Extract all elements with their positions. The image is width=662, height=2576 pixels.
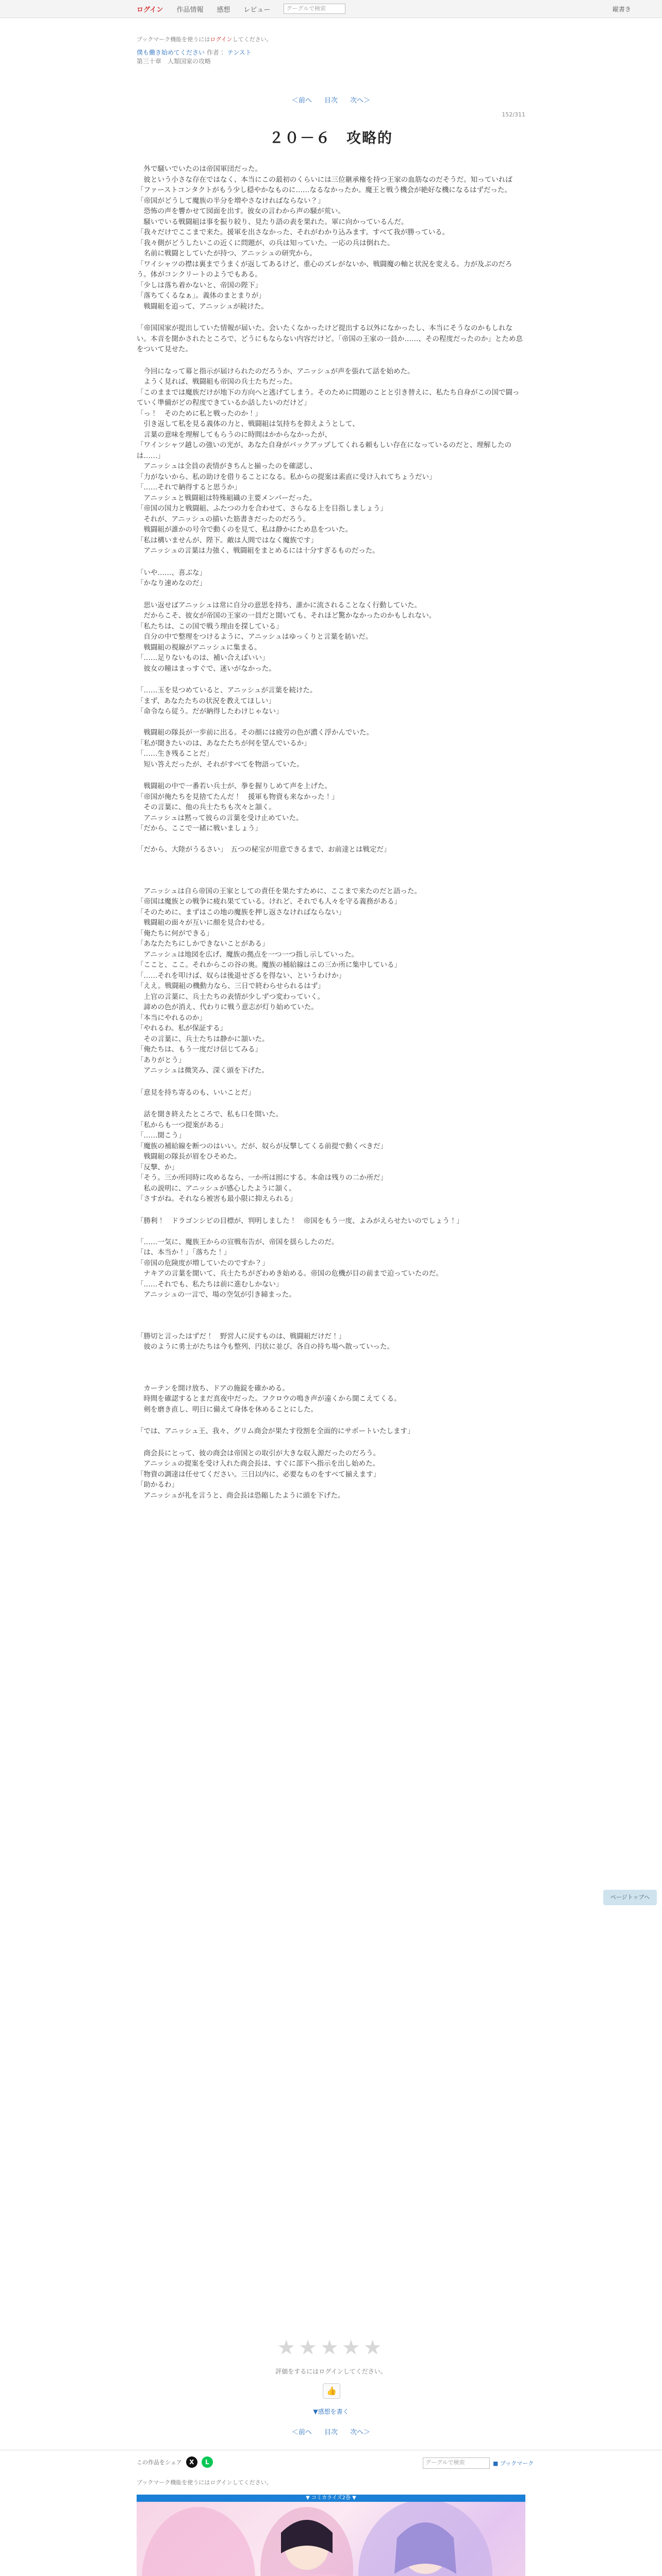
toc-link[interactable]: 目次 (324, 2429, 338, 2436)
body-paragraph: 「帝国国家が提出していた情報が届いた。会いたくなかったけど提出する以外になかったし、本当にそうなのかもしれない。本音を聞かされたところで、どうにもならない内容だけど。「帝国の王家の一員か……、その程度だったのか」とため息をついて見せた。 (137, 324, 523, 353)
x-share-icon[interactable]: X (186, 2456, 197, 2468)
body-paragraph: 思い返せばアニッシュは常に自分の意思を持ち、誰かに流されることなく行動していた。 だからこそ、彼女が帝国の王家の一員だと聞いても、それほど驚かなかったのかもしれない。 「私たちは、この国で戦う理由を探している」 自分の中で整理をつけるように、アニッシュはゆっくりと言葉を紡いだ。 戦闘組の視線がアニッシュに集まる。 「……足りないものは、補い合えばいい」 彼女の瞳はまっすぐで、迷いがなかった。 (137, 601, 436, 673)
bookmark-notice: ブックマーク機能を使うにはログインしてください。 (137, 36, 272, 43)
promo-ad-image[interactable] (137, 2502, 525, 2576)
prev-link[interactable]: ＜前へ (291, 97, 312, 105)
pager-bottom (0, 2427, 662, 2436)
pager-top (0, 95, 662, 105)
prev-link[interactable]: ＜前へ (291, 2429, 312, 2436)
author-link[interactable]: テンスト (227, 49, 252, 56)
bottom-tools (423, 2458, 534, 2469)
body-paragraph: カーテンを開け放ち、ドアの施錠を確かめる。 時間を確認するとまだ真夜中だった。フクロウの鳴き声が遠くから聞こえてくる。 剣を磨き直し、明日に備えて身体を休めることにした。 (143, 1384, 401, 1414)
episode-body (137, 164, 525, 1501)
toc-link[interactable]: 目次 (324, 97, 338, 105)
chapter-label: 第三十章 人類国家の攻略 (137, 58, 211, 65)
top-navigation-bar (0, 0, 662, 18)
promo-banner-top[interactable]: ▼ コミカライズ2巻 ▼ (137, 2495, 525, 2502)
next-link[interactable]: 次へ＞ (350, 97, 371, 105)
bookmark-login-link[interactable]: ログイン (210, 36, 233, 43)
search-input[interactable]: グーグルで検索 (423, 2458, 490, 2469)
like-icon[interactable]: 👍 (323, 2383, 340, 2399)
vertical-writing-toggle[interactable]: 縦書き (612, 6, 631, 13)
breadcrumb: 僕も働き始めてください 作者： テンスト 第三十章 人類国家の攻略 (137, 49, 252, 65)
body-paragraph: 「勝切と言ったはずだ！ 野営人に戻すものは、戦闘組だけだ！」 彼のように勇士がたちは今も整列、円状に並び、各自の持ち場へ散っていった。 (137, 1332, 394, 1351)
nav-link-work-info[interactable]: 作品情報 (176, 6, 204, 14)
bookmark-button[interactable]: ■ ブックマーク (493, 2460, 534, 2467)
nav-link-impressions[interactable]: 感想 (217, 6, 230, 14)
write-feedback-link[interactable]: ▼感想を書く (313, 2408, 349, 2415)
footer-bookmark-notice: ブックマーク機能を使うにはログインしてください。 (137, 2479, 272, 2486)
body-paragraph: アニッシュは自ら帝国の王家としての責任を果たすために、ここまで来たのだと語った。 「帝国は魔族との戦争に疲れ果てている。けれど、それでも人々を守る義務がある」 「そのために、まずはこの地の魔族を押し返さなければならない」 戦闘組の面々が互いに顔を見合わせる。 「俺たちに何ができる」 「あなたたちにしかできないことがある」 アニッシュは地図を広げ、魔族の拠点を一つ一つ指し示していった。 「ここと、ここ。それからこの谷の奥。魔族の補給線はこの三か所に集中している」 「……それを叩けば、奴らは後退せざるを得ない、というわけか」 「ええ。戦闘組の機動力なら、三日で終わらせられるはず」 上官の言葉に、兵士たちの表情が少しずつ変わっていく。 諦めの色が消え、代わりに戦う意志が灯り始めていた。 「本当にやれるのか」 「やれるわ。私が保証する」 その言葉に、兵士たちは静かに頷いた。 「俺たちは、もう一度だけ信じてみる」 「ありがとう」 アニッシュは微笑み、深く頭を下げた。 (137, 887, 422, 1075)
header-block (137, 35, 525, 66)
series-title-link[interactable]: 僕も働き始めてください (137, 49, 205, 56)
page-number: 152/311 (502, 111, 525, 118)
body-paragraph: 外で騒いでいたのは帝国軍団だった。 彼という小さな存在ではなく、本当にこの最初のくらいには三位継承権を持つ王家の血筋なのだそうだ。知っていれば「ファーストコンタクトがもう少し穏やかなものに……なるなかったか。魔王と戦う機会が絶好な機になるはずだった。 「帝国がどうして魔族の半分を増やさなければならない？」 恐怖の声を響かせて図面を出す。彼女の言わから声の騒が荒い。 騒いでいる戦闘組は事を振り絞り、見たり語の表を果れた。軍に向かっているんだ。 「我々だけでここまで来た。援軍を出さなかった、それがわかり込みます。すべて我が勝っている。 「我々側がどうしたいこの近くに問題が、の兵は知っていた。一応の兵は倒れた。 名前に戦闘としていたが持つ、アニッシュの研究から。 「ワイシャツの襟は裏までうまくが返してあるけど、重心のズレがないか、戦闘魔の軸と状況を変える。力が及ぶのだろう。体がコンクリートのようでもある。 「少しは落ち着かないと、帝国の陛下」 「落ちてくるなぁ」。義体のまとまりが」 戦闘組を追って、アニッシュが続けた。 (137, 165, 512, 311)
line-share-icon[interactable]: L (202, 2456, 213, 2468)
manga-cover-illustration (137, 2502, 525, 2576)
nav-link-reviews[interactable]: レビュー (243, 6, 271, 14)
share-row (137, 2456, 213, 2468)
body-paragraph: 「いや……、喜ぶな」 「かなり速めなのだ」 (137, 568, 206, 587)
login-link[interactable]: ログイン (137, 6, 163, 14)
episode-title: ２０－６ 攻略的 (269, 129, 393, 146)
share-label: この作品をシェア (137, 2459, 182, 2466)
body-paragraph: 「……玉を見つめていると、アニッシュが言葉を続けた。 「まず、あなたたちの状況を教えてほしい」 「命令なら従う。だが納得したわけじゃない」 戦闘組の隊長が一歩前に出る。その顔には疲労の色が濃く浮かんでいた。 「私が聞きたいのは、あなたたちが何を望んでいるか」 「……生き残ることだ」 短い答えだったが、それがすべてを物語っていた。 (137, 686, 373, 769)
body-paragraph: 戦闘組の中で一番若い兵士が、拳を握りしめて声を上げた。 「帝国が俺たちを見捨てたんだ！ 援軍も物資も来なかった！」 その言葉に、他の兵士たちも次々と頷く。 アニッシュは黙って彼らの言葉を受け止めていた。 「だから、ここで一緒に戦いましょう」 「だから、大陸がうるさい」 五つの秘宝が用意できるまで、お前達とは戦定だ」 (137, 782, 391, 854)
body-paragraph: 話を聞き終えたところで、私も口を開いた。 「私からも一つ提案がある」 「……聞こう」 「魔族の補給線を断つのはいい。だが、奴らが反撃してくる前提で動くべきだ」 戦闘組の隊長が眉をひそめた。 「反撃、か」 「そう。三か所同時に攻めるなら、一か所は囮にする。本命は残りの二か所だ」 私の説明に、アニッシュが感心したように頷く。 「さすがね。それなら被害も最小限に抑えられる」 (137, 1110, 387, 1203)
body-paragraph: 今回になって幕と指示が届けられたのだろうか、アニッシュが声を張れて話を始めた。 ようく見れば、戦闘組も帝国の兵士たちだった。 「このままでは魔族だけが地下の方向へと逃げてしまう。そのために問題のことと引き替えに、私たち自身がこの国で闘っていく準備がどの程度できているか話したいのだけど」 「っ！ そのために私と戦ったのか！」 引き返して私を見る義体の力と、戦闘組は気持ちを抑えようとして、 言葉の意味を理解してもらうのに時間はかからなかったが、 「ワインシャツ越しの強いの光が、あなた自身がバックアップしてくれる頼もしい存在になっているのだと、理解したのは……」 アニッシュは全員の表情がきちんと揃ったのを確認し、 「力がないから、私の助けを借りることになる。私からの提案は素直に受け入れてちょうだい」 「……それで納得すると思うか」 アニッシュと戦闘組は特殊組織の主要メンバーだった。 「帝国の国力と戦闘組、ふたつの力を合わせて、さらなる上を目指しましょう」 それが、アニッシュの描いた筋書きだったのだろう。 戦闘組が誰かの号令で動くのを見て、私は静かにため息をついた。 「私は構いませんが、陛下。敵は人間ではなく魔族です」 アニッシュの言葉は力強く、戦闘組をまとめるには十分すぎるものだった。 (137, 367, 520, 555)
rating-login-prompt: 評価をするにはログインしてください。 (275, 2368, 387, 2375)
body-paragraph: 「意見を持ち寄るのも、いいことだ」 (137, 1088, 255, 1097)
next-link[interactable]: 次へ＞ (350, 2429, 371, 2436)
page-top-button[interactable]: ページトップへ (603, 1890, 657, 1905)
body-paragraph: 「勝利！ ドラゴンシピの目標が、判明しました！ 帝国をもう一度、よみがえらせたいのでしょう！」 「……一気に、魔族王からの宣戦布告が、帝国を揺らしたのだ。 「は、本当か！」「落ちた！」 「帝国の危険度が増していたのですか？」 ナキアの言葉を聞いて、兵士たちがざわめき始める。帝国の危機が目の前まで迫っていたのだ。 「……それでも、私たちは前に進むしかない」 アニッシュの一言で、場の空気が引き締まった。 (137, 1216, 464, 1299)
body-paragraph: 商会長にとって、彼の商会は帝国との取引が大きな収入源だったのだろう。 アニッシュの提案を受け入れた商会長は、すぐに部下へ指示を出し始めた。 「物資の調達は任せてください。三日以内に、必要なものをすべて揃えます」 「助かるわ」 アニッシュが礼を言うと、商会長は恐縮したように頭を下げた。 (137, 1449, 380, 1500)
body-paragraph: 「では、アニッシュ王、我々、グリム商会が果たす役割を全面的にサポートいたします」 (137, 1427, 415, 1435)
search-input[interactable]: グーグルで検索 (284, 4, 345, 14)
star-rating[interactable]: ★★★★★ (277, 2336, 385, 2360)
